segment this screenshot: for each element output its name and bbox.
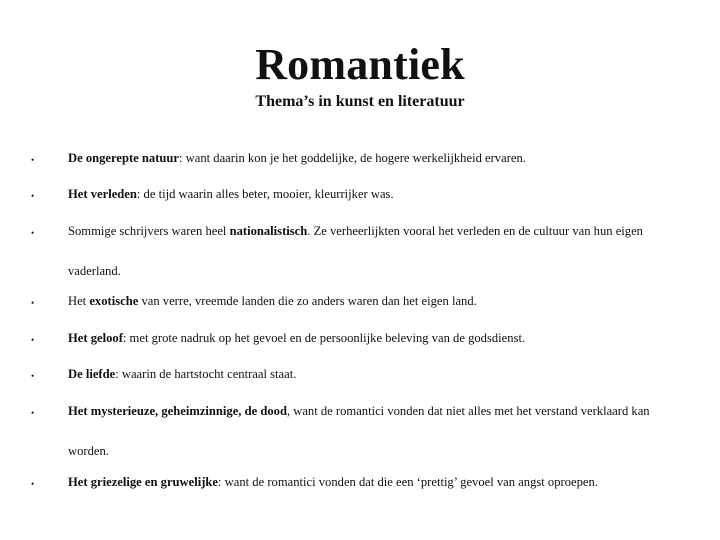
list-item-bold: nationalistisch: [229, 224, 308, 238]
list-item-bold: exotische: [89, 294, 139, 308]
list-item-rest: van verre, vreemde landen die zo anders waren dan het eigen land.: [138, 294, 477, 308]
bullet-icon: •: [31, 228, 35, 238]
list-item-pre: Het: [68, 294, 90, 308]
list-item-text: [68, 211, 693, 291]
bullet-icon: •: [31, 479, 35, 489]
bullet-icon: •: [31, 191, 35, 201]
list-item-text: [68, 462, 693, 502]
list-item-rest: , want de romantici vonden dat niet alles met het verstand verklaard kan worden.: [68, 404, 650, 458]
list-item-bold: De ongerepte natuur: [68, 151, 180, 165]
list-item-rest: : de tijd waarin alles beter, mooier, kleurrijker was.: [136, 187, 394, 201]
bullet-icon: •: [31, 408, 35, 418]
list-item-text: [68, 391, 693, 471]
bullet-icon: •: [31, 298, 35, 308]
list-item-pre: Sommige schrijvers waren heel: [68, 224, 230, 238]
list-item-bold: Het mysterieuze, geheimzinnige, de dood: [68, 404, 287, 418]
list-item-text: [68, 281, 693, 321]
list-item-text: [68, 138, 693, 178]
slide-subtitle: Thema’s in kunst en literatuur: [255, 93, 465, 110]
list-item-bold: Het griezelige en gruwelijke: [68, 475, 219, 489]
list-item-text: [68, 354, 693, 394]
list-item-text: [68, 318, 693, 358]
list-item-bold: Het verleden: [68, 187, 137, 201]
list-item-rest: : waarin de hartstocht centraal staat.: [115, 367, 297, 381]
list-item-rest: . Ze verheerlijkten vooral het verleden en de cultuur van hun eigen vaderland.: [68, 224, 643, 278]
list-item-text: [68, 174, 693, 214]
bullet-icon: •: [31, 335, 35, 345]
slide-title: Romantiek: [255, 40, 465, 89]
list-item-rest: : met grote nadruk op het gevoel en de persoonlijke beleving van de godsdienst.: [122, 331, 526, 345]
bullet-icon: •: [31, 371, 35, 381]
list-item-rest: : want daarin kon je het goddelijke, de hogere werkelijkheid ervaren.: [179, 151, 526, 165]
list-item-bold: De liefde: [68, 367, 116, 381]
list-item-rest: : want de romantici vonden dat die een ‘prettig’ gevoel van angst oproepen.: [218, 475, 598, 489]
bullet-icon: •: [31, 155, 35, 165]
list-item-bold: Het geloof: [68, 331, 123, 345]
